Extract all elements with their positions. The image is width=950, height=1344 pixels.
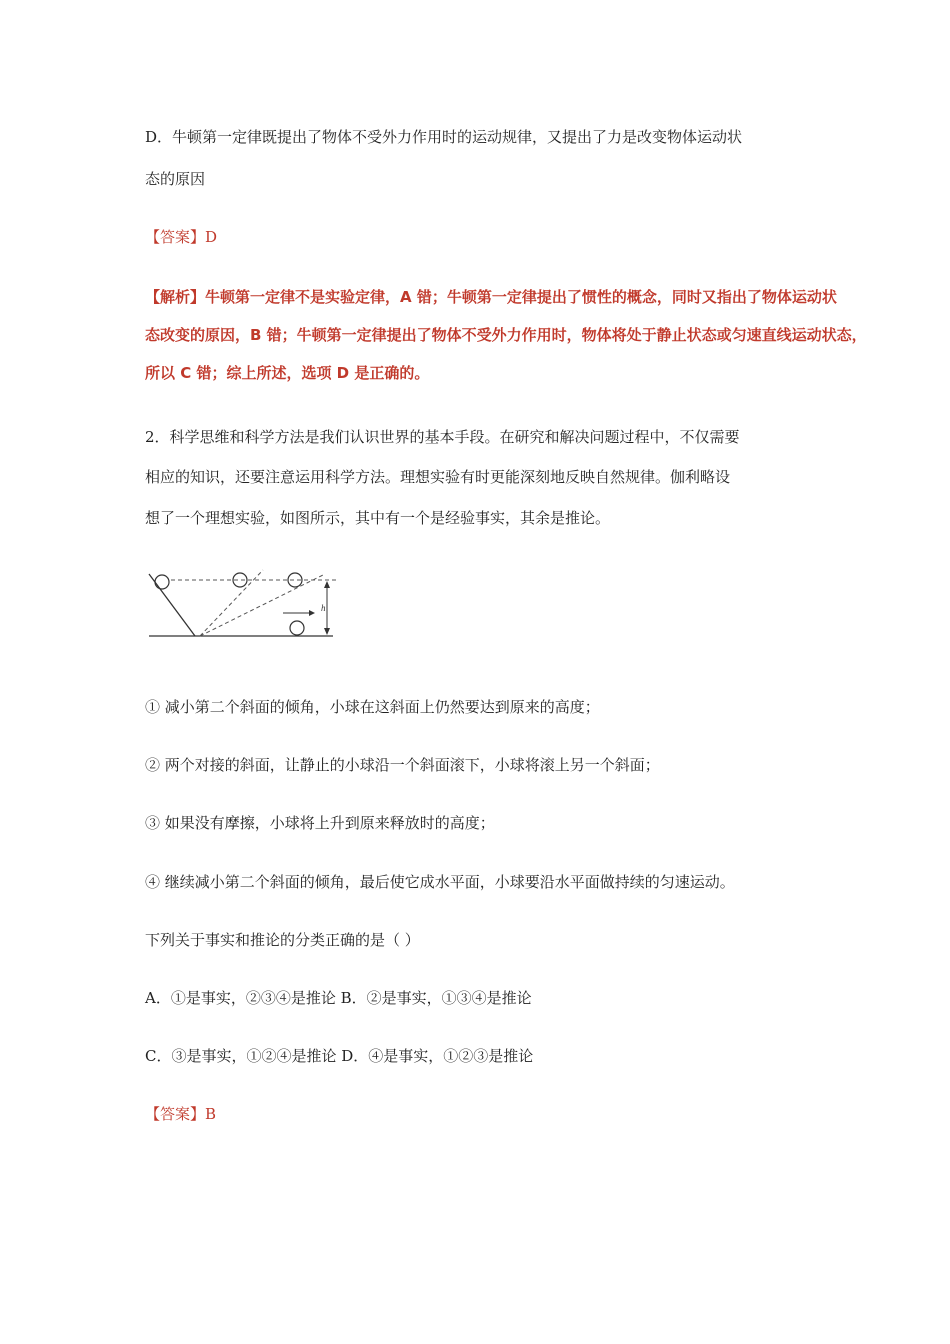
q1-option-d-line1: D．牛顿第一定律既提出了物体不受外力作用时的运动规律，又提出了力是改变物体运动状 (145, 128, 743, 146)
left-incline (149, 574, 195, 636)
q2-stem-line3: 想了一个理想实验，如图所示，其中有一个是经验事实，其余是推论。 (145, 509, 611, 527)
ball-start (155, 575, 169, 589)
q2-statement-3: ③ 如果没有摩擦，小球将上升到原来释放时的高度； (145, 814, 495, 832)
q1-option-d-line2: 态的原因 (145, 170, 206, 188)
q1-answer (145, 227, 217, 247)
ball-horizontal (290, 621, 304, 635)
q1-answer-value: D (205, 228, 218, 246)
q1-explanation-line1 (145, 286, 837, 308)
galileo-inclined-plane-figure (143, 566, 349, 642)
q2-statement-2: ② 两个对接的斜面，让静止的小球沿一个斜面滚下，小球将滚上另一个斜面； (145, 756, 660, 774)
height-arrow-bottom (324, 628, 330, 635)
q1-explanation-text1: 牛顿第一定律不是实验定律，A 错；牛顿第一定律提出了惯性的概念，同时又指出了物体运动状 (205, 288, 837, 306)
q2-answer (145, 1104, 216, 1124)
q2-stem-line1: 2．科学思维和科学方法是我们认识世界的基本手段。在研究和解决问题过程中，不仅需要 (145, 428, 740, 446)
q2-options-row1: A．①是事实，②③④是推论 B．②是事实，①③④是推论 (145, 989, 532, 1007)
q2-answer-value: B (205, 1105, 217, 1123)
height-arrow-top (324, 581, 330, 588)
q1-explanation-tag: 【解析】 (145, 288, 206, 306)
height-label: h (321, 603, 326, 613)
q2-question: 下列关于事实和推论的分类正确的是（ ） (145, 931, 420, 949)
q1-answer-tag: 【答案】 (145, 228, 206, 246)
motion-arrow-head (309, 610, 315, 616)
q1-explanation-line2: 态改变的原因，B 错；牛顿第一定律提出了物体不受外力作用时，物体将处于静止状态或匀速直线运动状态， (145, 326, 867, 344)
q1-explanation-line3: 所以 C 错；综上所述，选项 D 是正确的。 (145, 364, 430, 382)
q2-statement-1: ① 减小第二个斜面的倾角，小球在这斜面上仍然要达到原来的高度； (145, 698, 600, 716)
q2-stem-line2: 相应的知识，还要注意运用科学方法。理想实验有时更能深刻地反映自然规律。伽利略设 (145, 468, 731, 486)
shallow-right-incline (200, 574, 325, 636)
q2-options-row2: C．③是事实，①②④是推论 D．④是事实，①②③是推论 (145, 1047, 534, 1065)
q2-answer-tag: 【答案】 (145, 1105, 206, 1123)
q2-statement-4: ④ 继续减小第二个斜面的倾角，最后使它成水平面，小球要沿水平面做持续的匀速运动。 (145, 873, 735, 891)
